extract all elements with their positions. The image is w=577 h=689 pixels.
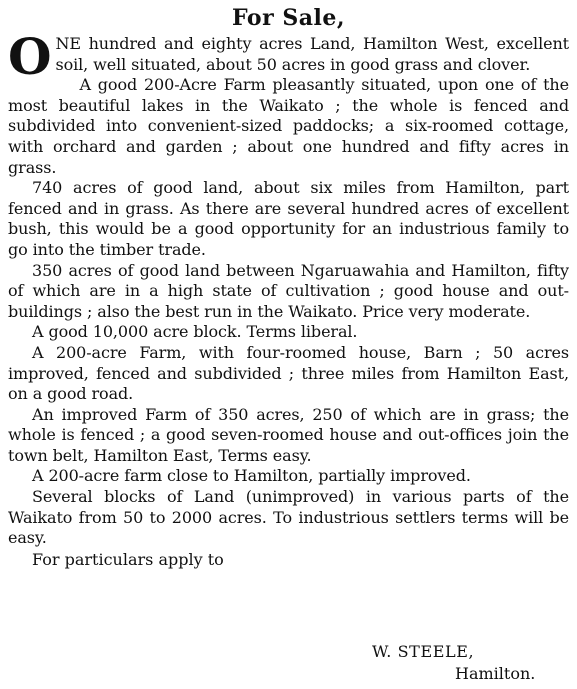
listing-paragraph-9: Several blocks of Land (unimproved) in various parts of the Waikato from 50 to 2000 acres. To industrious settlers terms will be easy. <box>8 487 569 548</box>
listing-paragraph-1-text: NE hundred and eighty acres Land, Hamilton West, excellent soil, well situated, about 50 acres in good grass and clover. <box>55 34 569 74</box>
listing-paragraph-4: 350 acres of good land between Ngaruawahia and Hamilton, fifty of which are in a high state of cultivation ; good house and out-buildings ; also the best run in the Waikato. Price very moderate. <box>8 260 569 321</box>
listing-paragraph-5: A good 10,000 acre block. Terms liberal. <box>32 322 358 342</box>
listing-paragraph-7: An improved Farm of 350 acres, 250 of which are in grass; the whole is fenced ; a good seven-roomed house and out-offices join the town belt, Hamilton East, Terms easy. <box>8 404 569 465</box>
listing-paragraph-1 <box>8 27 569 86</box>
signature-name: W. STEELE, <box>372 642 475 661</box>
apply-line: For particulars apply to <box>32 549 224 569</box>
for-sale-advertisement <box>8 4 569 571</box>
signature-place: Hamilton. <box>455 664 536 683</box>
advertisement-title: For Sale, <box>232 5 345 31</box>
drop-cap-letter: O <box>8 27 52 86</box>
listing-paragraph-2: A good 200-Acre Farm pleasantly situated, upon one of the most beautiful lakes in the Waikato ; the whole is fenced and subdivided into convenient-sized paddocks; a six-roomed cottage, with orchard and garden ; about one hundred and fifty acres in grass. <box>8 75 569 177</box>
listing-paragraph-3: 740 acres of good land, about six miles from Hamilton, part fenced and in grass. As there are several hundred acres of excellent bush, this would be a good opportunity for an industrious family to go into the timber trade. <box>8 178 569 259</box>
listing-paragraph-8: A 200-acre farm close to Hamilton, partially improved. <box>32 466 471 486</box>
listing-paragraph-6: A 200-acre Farm, with four-roomed house, Barn ; 50 acres improved, fenced and subdivided ; three miles from Hamilton East, on a good road. <box>8 342 569 404</box>
